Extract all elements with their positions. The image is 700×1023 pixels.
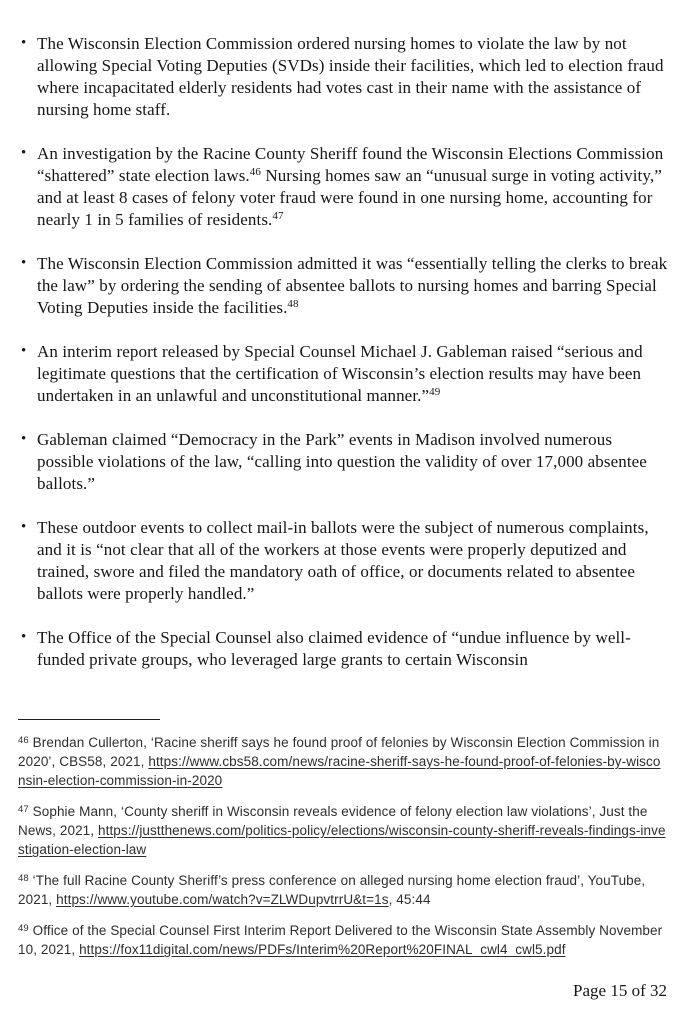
bullet-item xyxy=(21,429,668,495)
bullet-text: Nursing homes saw an “unusual surge in voting activity,” and at least 8 cases of felony voter fraud were found in one nursing home, accounting for nearly 1 in 5 families of residents. xyxy=(37,166,662,229)
footnote xyxy=(18,871,668,909)
footnote-link[interactable]: https://www.youtube.com/watch?v=ZLWDupvtrrU&t=1s xyxy=(56,892,389,907)
bullet-list xyxy=(18,33,668,671)
footnote xyxy=(18,802,668,859)
bullet-text: An investigation by the Racine County Sheriff found the Wisconsin Elections Commission “shattered” state election laws. xyxy=(37,144,664,185)
footnote-link[interactable]: https://fox11digital.com/news/PDFs/Interim%20Report%20FINAL_cwl4_cwl5.pdf xyxy=(79,942,566,957)
bullet-item xyxy=(21,627,668,671)
bullet-text: An interim report released by Special Counsel Michael J. Gableman raised “serious and legitimate questions that the certification of Wisconsin’s election results may have been undertaken in an unlawful and unconstitutional manner.” xyxy=(37,342,643,405)
bullet-text: The Wisconsin Election Commission ordered nursing homes to violate the law by not allowing Special Voting Deputies (SVDs) inside their facilities, which led to election fraud where incapacitated elderly residents had votes cast in their name with the assistance of nursing home staff. xyxy=(37,34,664,119)
bullet-item xyxy=(21,517,668,605)
bullet-item xyxy=(21,33,668,121)
footnotes-section xyxy=(18,719,668,959)
footnote-tail: , 45:44 xyxy=(388,892,431,907)
bullet-text: The Wisconsin Election Commission admitted it was “essentially telling the clerks to break the law” by ordering the sending of absentee ballots to nursing homes and barring Special Voting Deputies inside the facilities. xyxy=(37,254,668,317)
bullet-item xyxy=(21,341,668,407)
footnote-ref: 47 xyxy=(272,210,284,222)
footnote xyxy=(18,921,668,959)
footnote xyxy=(18,733,668,790)
footnote-text: Sophie Mann, ‘County sheriff in Wisconsin reveals evidence of felony election law violations’, Just the News, 2021, xyxy=(18,804,648,838)
bullet-text: Gableman claimed “Democracy in the Park” events in Madison involved numerous possible violations of the law, “calling into question the validity of over 17,000 absentee ballots.” xyxy=(37,430,647,493)
footnote-ref: 49 xyxy=(429,386,441,398)
footnote-ref: 48 xyxy=(287,298,299,310)
footnote-marker: 46 xyxy=(18,735,29,746)
page-number: Page 15 of 32 xyxy=(573,981,667,1000)
bullet-item xyxy=(21,143,668,231)
footnote-ref: 46 xyxy=(249,166,261,178)
footnote-link[interactable]: https://justthenews.com/politics-policy/elections/wisconsin-county-sheriff-reveals-findings-investigation-election-law xyxy=(18,823,666,857)
footnote-text: ‘The full Racine County Sheriff’s press conference on alleged nursing home election fraud’, YouTube, 2021, xyxy=(18,873,646,907)
footnote-text: Office of the Special Counsel First Interim Report Delivered to the Wisconsin State Assembly November 10, 2021, xyxy=(18,923,663,957)
footnote-text: Brendan Cullerton, ‘Racine sheriff says he found proof of felonies by Wisconsin Election Commission in 2020’, CBS58, 2021, xyxy=(18,735,660,769)
footnote-marker: 49 xyxy=(18,923,29,934)
footnote-separator xyxy=(18,719,160,720)
footnote-marker: 48 xyxy=(18,873,29,884)
bullet-item xyxy=(21,253,668,319)
bullet-text: These outdoor events to collect mail-in ballots were the subject of numerous complaints, and it is “not clear that all of the workers at those events were properly deputized and trained, swore and filed the mandatory oath of office, or documents related to absentee ballots were properly handled.” xyxy=(37,518,649,603)
bullet-text: The Office of the Special Counsel also claimed evidence of “undue influence by well-funded private groups, who leveraged large grants to certain Wisconsin xyxy=(37,628,631,669)
footnote-marker: 47 xyxy=(18,804,29,815)
footnote-link[interactable]: https://www.cbs58.com/news/racine-sheriff-says-he-found-proof-of-felonies-by-wisconsin-election-commission-in-2020 xyxy=(18,754,661,788)
